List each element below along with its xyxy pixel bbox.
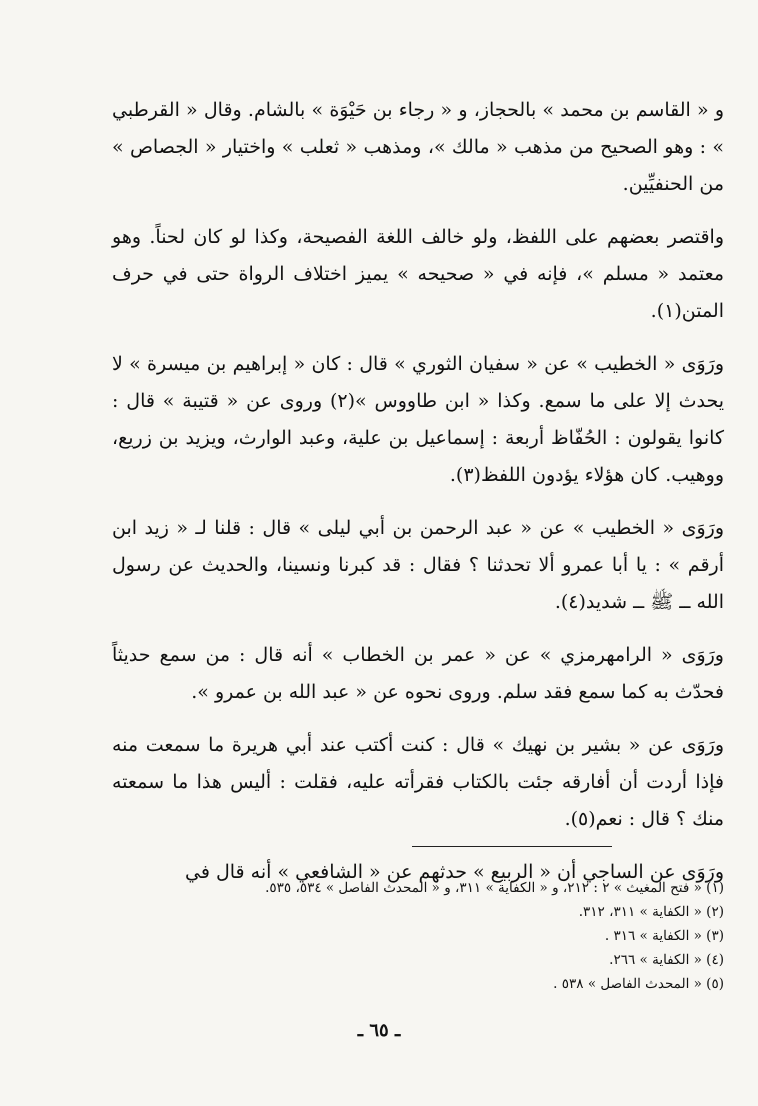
- footnotes: [112, 876, 724, 996]
- paragraph-1: و « القاسم بن محمد » بالحجاز، و « رجاء بن حَيْوَة » بالشام. وقال « القرطبي » : وهو الصحيح من مذهب « مالك »، ومذهب « ثعلب » واختيار « الجصاص » من الحنفيِّين.: [112, 99, 724, 195]
- footnote-separator: [412, 846, 612, 847]
- paragraph-3: ورَوَى « الخطيب » عن « سفيان الثوري » قال : كان « إبراهيم بن ميسرة » لا يحدث إلا على ما سمع. وكذا « ابن طاووس »(٢) وروى عن « قتيبة » قال : كانوا يقولون : الحُفّاظ أربعة : إسماعيل بن علية، وعبد الوارث، ويزيد بن زريع، ووهيب. كان هؤلاء يؤدون اللفظ(٣).: [112, 353, 724, 486]
- body-text: [112, 92, 724, 907]
- page-number: ـ ٦٥ ـ: [357, 1020, 401, 1041]
- paragraph-4: ورَوَى « الخطيب » عن « عبد الرحمن بن أبي ليلى » قال : قلنا لـ « زيد ابن أرقم » : يا أبا عمرو ألا تحدثنا ؟ فقال : قد كبرنا ونسينا، والحديث عن رسول الله ــ ﷺ ــ شديد(٤).: [112, 517, 724, 613]
- footnote-3: (٣) « الكفاية » ٣١٦ .: [604, 928, 724, 944]
- paragraph-6: ورَوَى عن « بشير بن نهيك » قال : كنت أكتب عند أبي هريرة ما سمعت منه فإذا أردت أن أفارقه جئت بالكتاب فقرأته عليه، فقلت : أليس هذا ما سمعته منك ؟ قال : نعم(٥).: [112, 734, 724, 830]
- paragraph-7: ورَوَى عن الساجي أن « الربيع » حدثهم عن « الشافعي » أنه قال في: [184, 861, 724, 883]
- paragraph-2: واقتصر بعضهم على اللفظ، ولو خالف اللغة الفصيحة، وكذا لو كان لحناً. وهو معتمد « مسلم »، فإنه في « صحيحه » يميز اختلاف الرواة حتى في حرف المتن(١).: [112, 226, 724, 322]
- footnote-1: (١) « فتح المغيث » ٢ : ٢١٢، و « الكفاية » ٣١١، و « المحدث الفاصل » ٥٣٤، ٥٣٥.: [265, 880, 724, 896]
- footnote-5: (٥) « المحدث الفاصل » ٥٣٨ .: [553, 976, 724, 992]
- paragraph-5: ورَوَى « الرامهرمزي » عن « عمر بن الخطاب » أنه قال : من سمع حديثاً فحدّث به كما سمع فقد سلم. وروى نحوه عن « عبد الله بن عمرو ».: [112, 644, 724, 703]
- footnote-4: (٤) « الكفاية » ٢٦٦.: [609, 952, 724, 968]
- footnote-2: (٢) « الكفاية » ٣١١، ٣١٢.: [578, 904, 724, 920]
